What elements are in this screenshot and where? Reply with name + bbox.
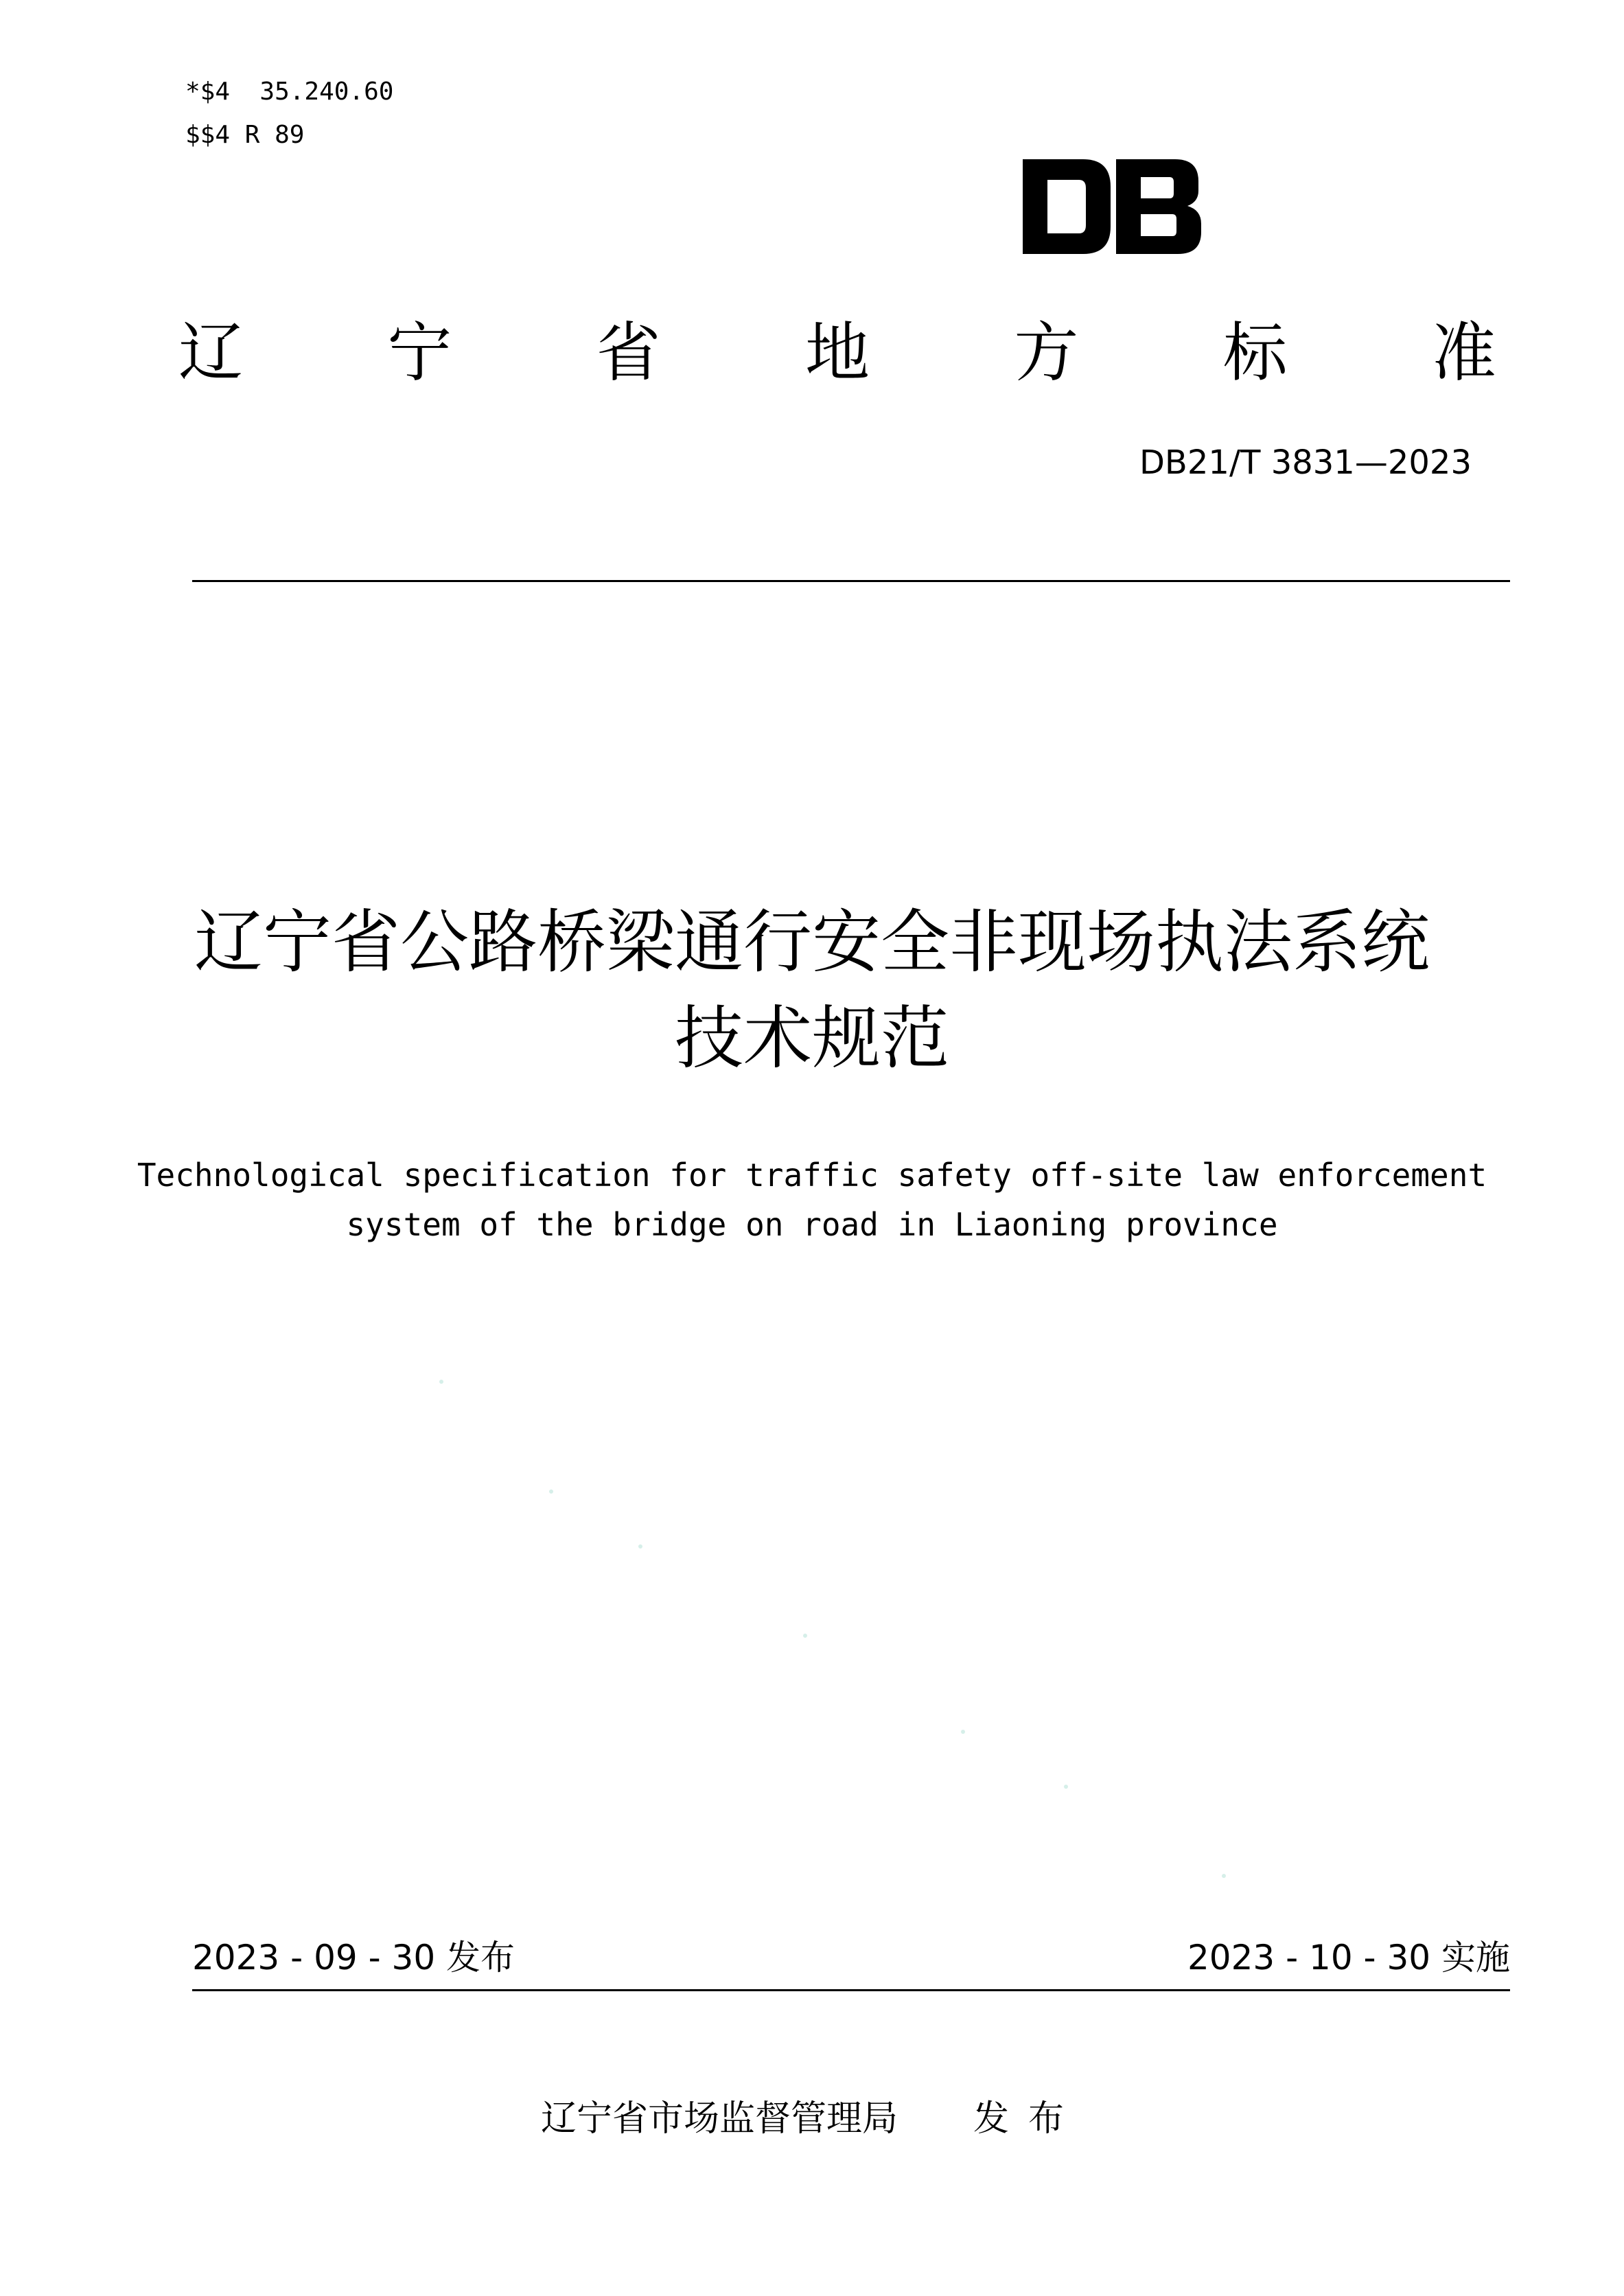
ics-classification [185,77,393,107]
scan-speck [803,1634,807,1638]
issuing-authority [0,2095,1624,2143]
standard-type-char: 地 [804,316,870,391]
footer-divider [192,1989,1510,1991]
scan-speck [439,1380,443,1384]
standard-type-char: 宁 [387,316,452,391]
issuer-name: 辽宁省市场监督管理局 [540,2098,898,2140]
ics-code: 35.240.60 [259,78,394,106]
ccs-code: R 89 [244,121,305,149]
ics-label: *$4 [185,78,231,106]
standard-number: DB21/T 3831—2023 [1139,443,1472,482]
issue-date: 2023 - 09 - 30 发布 [192,1938,515,1978]
scan-speck [1222,1874,1226,1878]
header-divider [192,580,1510,582]
standard-type-char: 辽 [178,316,244,391]
standard-type-char: 标 [1222,316,1288,391]
issuer-action: 发布 [973,2098,1084,2140]
standard-type-heading [178,309,1496,398]
title-chinese-line-2: 技术规范 [675,998,949,1078]
scan-speck [549,1489,553,1494]
ccs-label: $$4 [185,121,231,149]
scan-speck [1064,1785,1068,1789]
title-english-line-2: system of the bridge on road in Liaoning province [346,1206,1278,1243]
title-english-line-1: Technological specification for traffic safety off-site law enforcement [137,1157,1487,1194]
title-chinese-line-1: 辽宁省公路桥梁通行安全非现场执法系统 [194,902,1430,982]
db-logo [1023,159,1201,254]
standard-type-char: 方 [1014,316,1079,391]
implementation-date: 2023 - 10 - 30 实施 [1187,1938,1510,1978]
ccs-classification [185,120,304,150]
scan-speck [961,1730,965,1734]
standard-type-char: 省 [596,316,661,391]
standard-type-char: 准 [1431,316,1496,391]
scan-speck [638,1544,642,1549]
